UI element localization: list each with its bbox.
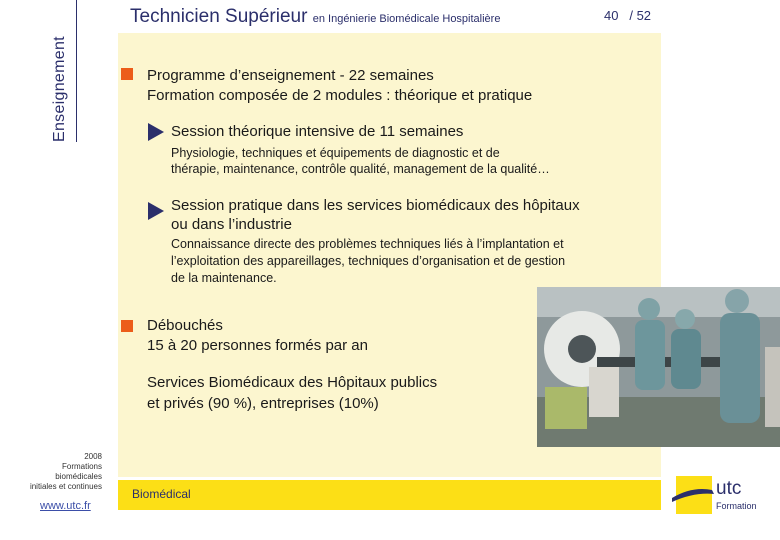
utc-website-link[interactable]: www.utc.fr	[40, 500, 91, 512]
page-total: 52	[636, 8, 652, 23]
session2-desc-line: de la maintenance.	[171, 271, 277, 285]
title-sub-text: en Ingénierie Biomédicale Hospitalière	[312, 13, 501, 25]
logo-name: utc	[716, 478, 742, 499]
session2-desc-line: l’exploitation des appareillages, techniques d’organisation et de gestion	[171, 254, 566, 268]
page-number	[604, 8, 651, 23]
info-line: biomédicales	[55, 472, 102, 481]
left-column	[0, 0, 118, 540]
utc-logo	[670, 472, 774, 518]
page-separator: /	[629, 8, 633, 23]
page-title	[130, 6, 500, 28]
section-label: Enseignement	[51, 36, 68, 142]
debouches-title: Débouchés	[147, 317, 223, 334]
arrow-bullet-icon	[148, 202, 164, 220]
session2-title-line: ou dans l’industrie	[171, 216, 292, 233]
logo-tagline: Formation	[716, 501, 757, 511]
session1-title: Session théorique intensive de 11 semaines	[171, 123, 464, 140]
info-line: Formations	[61, 462, 102, 471]
title-main-text: Technicien Supérieur	[130, 6, 308, 27]
session1-desc-line: thérapie, maintenance, contrôle qualité, management de la qualité…	[171, 162, 550, 176]
info-year: 2008	[84, 452, 102, 461]
page-current: 40	[604, 8, 619, 23]
side-info	[2, 452, 102, 492]
debouches-services-line: et privés (90 %), entreprises (10%)	[147, 395, 379, 412]
bullet-square-icon	[121, 68, 133, 80]
bullet-square-icon	[121, 320, 133, 332]
debouches-services-line: Services Biomédicaux des Hôpitaux publics	[147, 374, 438, 391]
programme-title: Programme d’enseignement - 22 semaines	[147, 67, 434, 84]
programme-subtitle: Formation composée de 2 modules : théorique et pratique	[147, 87, 533, 104]
operating-room-photo	[537, 287, 780, 447]
arrow-bullet-icon	[148, 123, 164, 141]
session2-desc-line: Connaissance directe des problèmes techniques liés à l’implantation et	[171, 237, 564, 251]
title-bar	[118, 0, 661, 33]
footer-label: Biomédical	[132, 487, 191, 501]
footer-bar	[118, 480, 661, 510]
debouches-count: 15 à 20 personnes formés par an	[147, 337, 368, 354]
info-line: initiales et continues	[29, 482, 102, 491]
side-divider	[76, 0, 77, 142]
session2-title-line: Session pratique dans les services biomédicaux des hôpitaux	[171, 197, 580, 214]
session1-desc-line: Physiologie, techniques et équipements de diagnostic et de	[171, 146, 500, 160]
